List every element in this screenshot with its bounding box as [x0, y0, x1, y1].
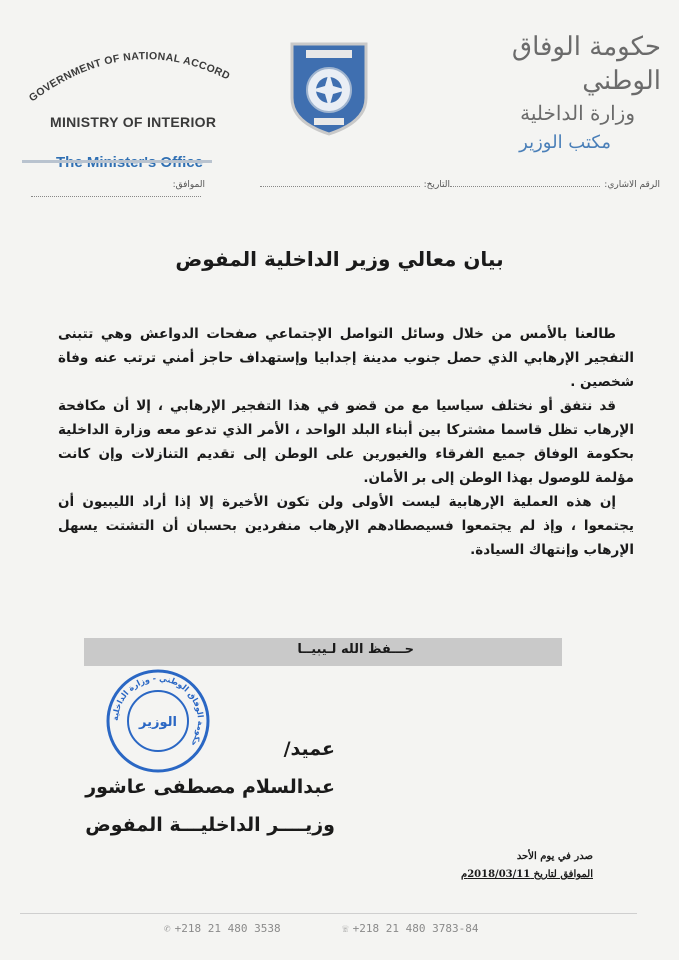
svg-text:GOVERNMENT OF NATIONAL ACCORD	[27, 50, 232, 104]
gov-en-text: GOVERNMENT OF NATIONAL ACCORD	[26, 50, 232, 105]
header-arabic	[431, 30, 661, 170]
ref-label: الرقم الاشاري:	[604, 180, 660, 190]
paragraph-1: طالعنا بالأمس من خلال وسائل التواصل الإجتماعي صفحات الدواعش وهي تتبنى التفجير الإرهابي الذي حصل جنوب مدينة إجدابيا وإستهداف حاجز أمني ترتب عنه وفاة شخصين .	[58, 326, 634, 390]
gov-arc-text	[20, 20, 250, 120]
stamp-center-text: الوزير	[139, 715, 177, 730]
reference-row	[20, 180, 660, 196]
footer-phone	[164, 922, 281, 935]
corresponding-label: الموافق:	[172, 180, 205, 190]
gov-ar: حكومة الوفاق الوطني	[511, 32, 661, 96]
date-field	[260, 180, 450, 190]
footer-divider	[20, 913, 637, 914]
issue-info	[461, 848, 593, 884]
ministry-ar: وزارة الداخلية	[520, 101, 635, 125]
paragraph-2: قد نتفق أو نختلف سياسيا مع من قضو في هذا التفجير الإرهابي ، إلا أن مكافحة الإرهاب تظل قاسما مشتركا بين أبناء البلد الواحد ، الأمر الذي تدعو معه وزارة الداخلية بحكومة الوفاق جميع الفرقاء والغيورين على الوطن إلى تقديم التنازلات وإن كانت مؤلمة للوصول بهذا الوطن إلى بر الأمان.	[58, 398, 634, 486]
phone-icon: ✆	[164, 922, 171, 935]
statement-title: بيان معالي وزير الداخلية المفوض	[175, 247, 504, 271]
paragraph-3: إن هذه العملية الإرهابية ليست الأولى ولن تكون الأخيرة إلا إذا أراد الليبيون أن يجتمعوا ، وإذ لم يجتمعوا فسيصطادهم الإرهاب منفردين بحسبان أن التشتت يسهل الإرهاب وإنتهاك السيادة.	[58, 494, 634, 558]
closing-banner	[84, 638, 562, 666]
fax-icon: ☏	[342, 922, 349, 935]
issued-day: صدر في يوم الأحد	[516, 851, 593, 862]
header-divider	[22, 160, 212, 163]
ministry-emblem-icon	[284, 38, 374, 138]
closing-phrase: حـــفظ الله لـيبيــا	[297, 642, 414, 657]
signatory-title: وزيــــر الداخليـــة المفوض	[85, 814, 335, 836]
header-english	[20, 20, 250, 160]
corresponding-field	[20, 180, 205, 200]
phone-number: +218 21 480 3538	[174, 922, 281, 935]
issued-date: الموافق لتاريخ 2018/03/11م	[461, 869, 593, 880]
signatory-name: عبدالسلام مصطفى عاشور	[85, 776, 335, 798]
ministry-en: MINISTRY OF INTERIOR	[50, 114, 217, 130]
footer-fax	[342, 922, 478, 935]
ref-number-field	[450, 180, 660, 190]
date-label: التاريخ:	[423, 180, 450, 190]
office-ar: مكتب الوزير	[519, 132, 611, 153]
statement-body	[58, 322, 634, 562]
signature-block	[85, 730, 335, 844]
stamp-ring-text: حكومة الوفاق الوطني - وزارة الداخلية	[110, 673, 206, 749]
fax-number: +218 21 480 3783-84	[352, 922, 479, 935]
signatory-rank: عميد/	[283, 738, 335, 760]
